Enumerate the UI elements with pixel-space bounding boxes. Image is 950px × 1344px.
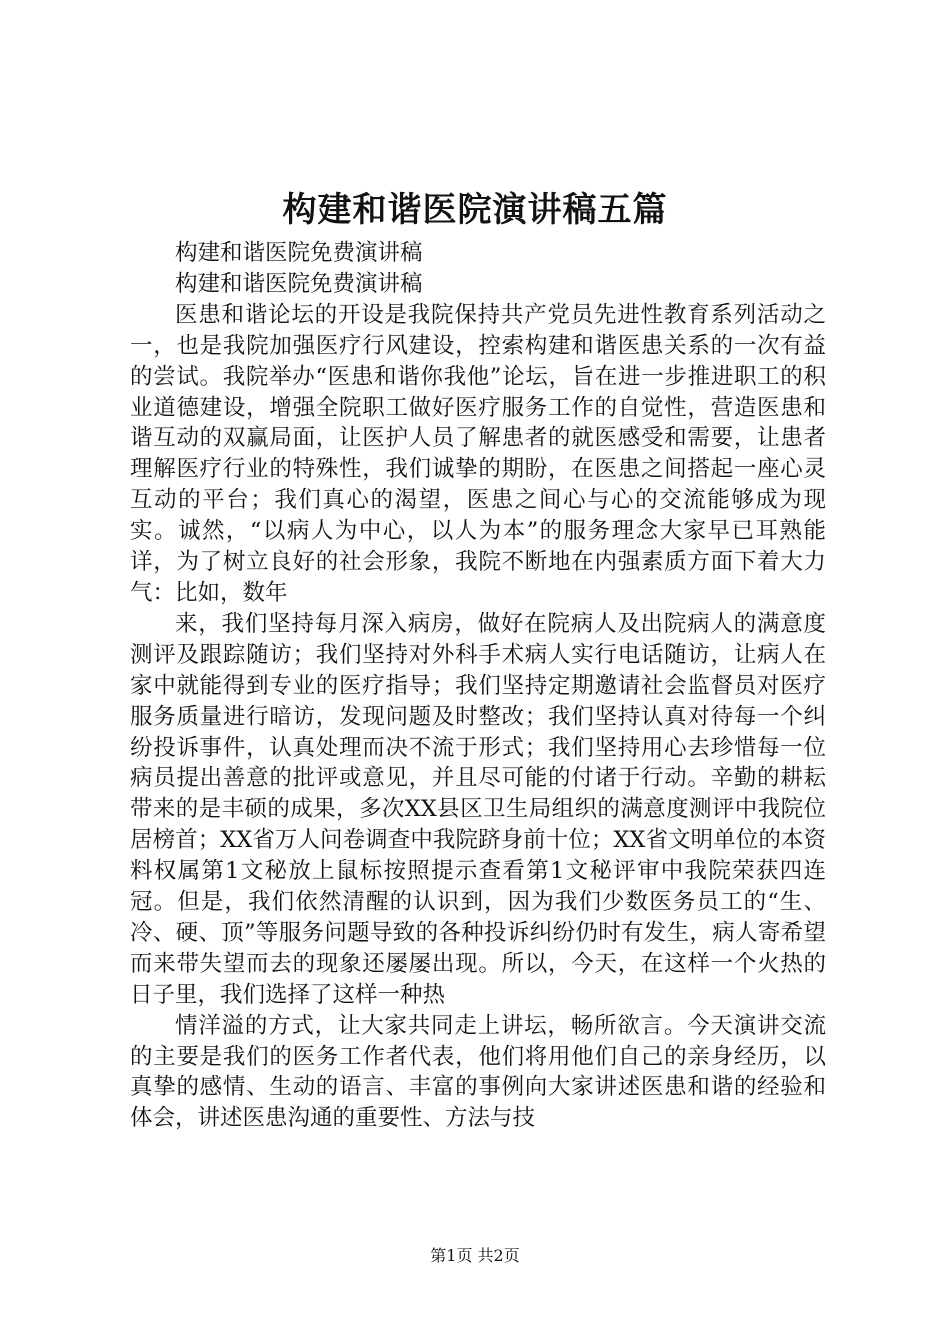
- subtitle-line: 构建和谐医院免费演讲稿: [175, 270, 423, 297]
- body-paragraph: 情洋溢的方式，让大家共同走上讲坛，畅所欲言。今天演讲交流的主要是我们的医务工作者代表，他们将用他们自己的亲身经历，以真挚的感情、生动的语言、丰富的事例向大家讲述医患和谐的经验和体会，讲述医患沟通的重要性、方法与技: [130, 1012, 826, 1132]
- document-body: [130, 238, 826, 1134]
- page-footer: 第1页 共2页: [430, 1246, 520, 1265]
- subtitle-line: 构建和谐医院免费演讲稿: [175, 240, 423, 266]
- body-paragraph: 来，我们坚持每月深入病房，做好在院病人及出院病人的满意度测评及跟踪随访；我们坚持对外科手术病人实行电话随访，让病人在家中就能得到专业的医疗指导；我们坚持定期邀请社会监督员对医疗服务质量进行暗访，发现问题及时整改；我们坚持认真对待每一个纠纷投诉事件，认真处理而决不流于形式；我们坚持用心去珍惜每一位病员提出善意的批评或意见，并且尽可能的付诸于行动。辛勤的耕耘带来的是丰硕的成果，多次XX县区卫生局组织的满意度测评中我院位居榜首；XX省万人问卷调查中我院跻身前十位；XX省文明单位的本资料权属第1文秘放上鼠标按照提示查看第1文秘评审中我院荣获四连冠。但是，我们依然清醒的认识到，因为我们少数医务员工的“生、冷、硬、顶”等服务问题导致的各种投诉纠纷仍时有发生，病人寄希望而来带失望而去的现象还屡屡出现。所以，今天，在这样一个火热的日子里，我们选择了这样一种热: [130, 610, 826, 1008]
- document-title: 构建和谐医院演讲稿五篇: [282, 190, 668, 230]
- body-paragraph: 医患和谐论坛的开设是我院保持共产党员先进性教育系列活动之一，也是我院加强医疗行风建设，控索构建和谐医患关系的一次有益的尝试。我院举办“医患和谐你我他”论坛，旨在进一步推进职工的积业道德建设，增强全院职工做好医疗服务工作的自觉性，营造医患和谐互动的双赢局面，让医护人员了解患者的就医感受和需要，让患者理解医疗行业的特殊性，我们诚挚的期盼，在医患之间搭起一座心灵互动的平台；我们真心的渴望，医患之间心与心的交流能够成为现实。诚然，“以病人为中心，以人为本”的服务理念大家早已耳熟能详，为了树立良好的社会形象，我院不断地在内强素质方面下着大力气：比如，数年: [130, 301, 826, 606]
